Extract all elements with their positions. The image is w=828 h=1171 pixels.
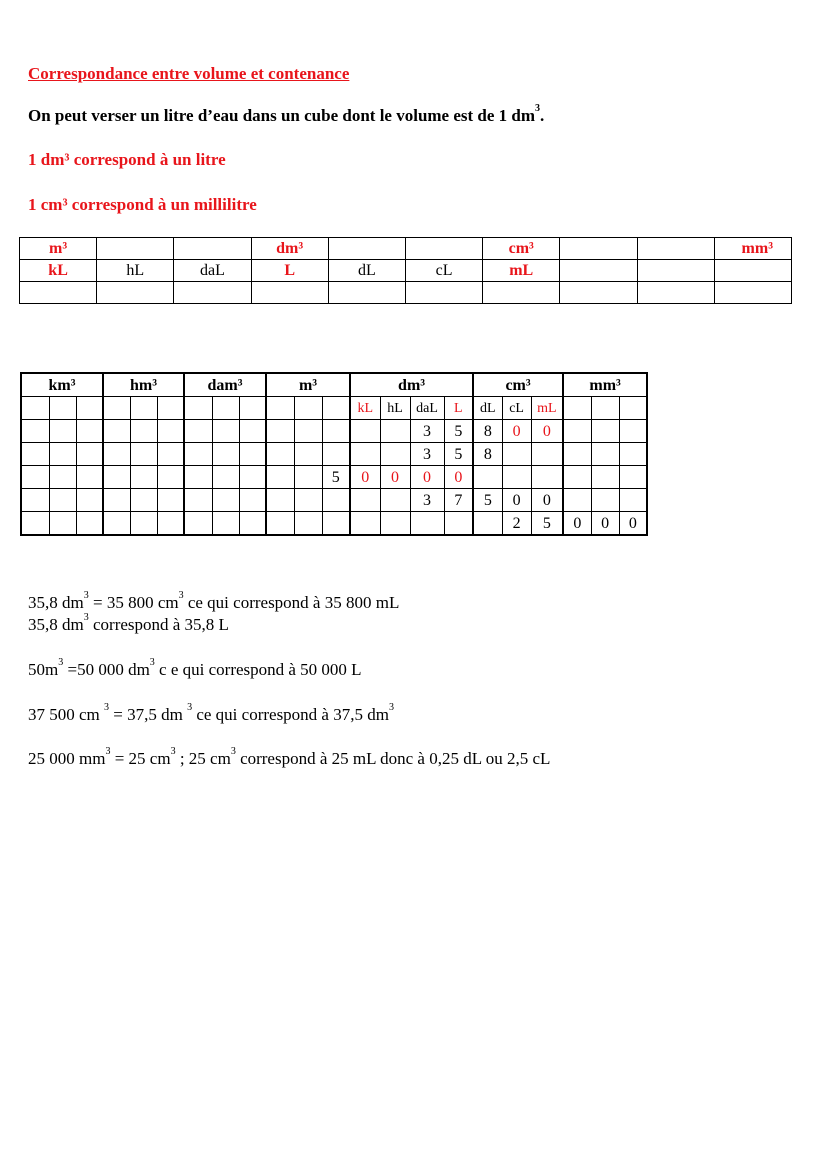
calc-line-2: 35,8 $dm^3$ correspond à 35,8 L xyxy=(28,612,229,634)
table-row: 2 5 0 0 0 xyxy=(21,512,647,536)
unit-row: kL hL daL L dL cL mL xyxy=(21,397,647,420)
table-row: 3 5 8 xyxy=(21,443,647,466)
table-row: 3 7 5 0 0 xyxy=(21,489,647,512)
table-row: 3 5 8 0 0 xyxy=(21,420,647,443)
conversion-table-detailed xyxy=(20,372,648,536)
intro-sentence: On peut verser un litre d’eau dans un cube dont le volume est de 1 $dm^3$. xyxy=(28,103,545,125)
calc-line-1: 35,8 $dm^3 = 35$ 800 $cm^3$ ce qui correspond à 35 800 mL xyxy=(28,590,400,612)
table-header-row: km³ hm³ dam³ m³ dm³ cm³ mm³ xyxy=(21,373,647,397)
table-row: m³ dm³ cm³ mm³ xyxy=(20,238,792,260)
calc-line-5: 25 000 $mm^3 = 25$ $cm^3$ ; 25 $cm^3$ correspond à 25 mL donc à 0,25 dL ou 2,5 cL xyxy=(28,746,551,768)
calc-line-4: 37 500 cm $^3$ = 37,5 dm $^3$ ce qui correspond à 37,5 $dm^3$ xyxy=(28,702,394,724)
table-row: 5 0 0 0 0 xyxy=(21,466,647,489)
page-title: Correspondance entre volume et contenance xyxy=(28,64,350,83)
rule-cm3-millilitre: 1 cm³ correspond à un millilitre xyxy=(28,195,257,214)
conversion-table-simple xyxy=(19,237,792,304)
table-row xyxy=(20,282,792,304)
rule-dm3-litre: 1 dm³ correspond à un litre xyxy=(28,150,226,169)
calc-line-3: $50m^3 =50$ 000 $dm^3$ c e qui correspond à 50 000 L xyxy=(28,657,362,679)
table-row: kL hL daL L dL cL mL xyxy=(20,260,792,282)
